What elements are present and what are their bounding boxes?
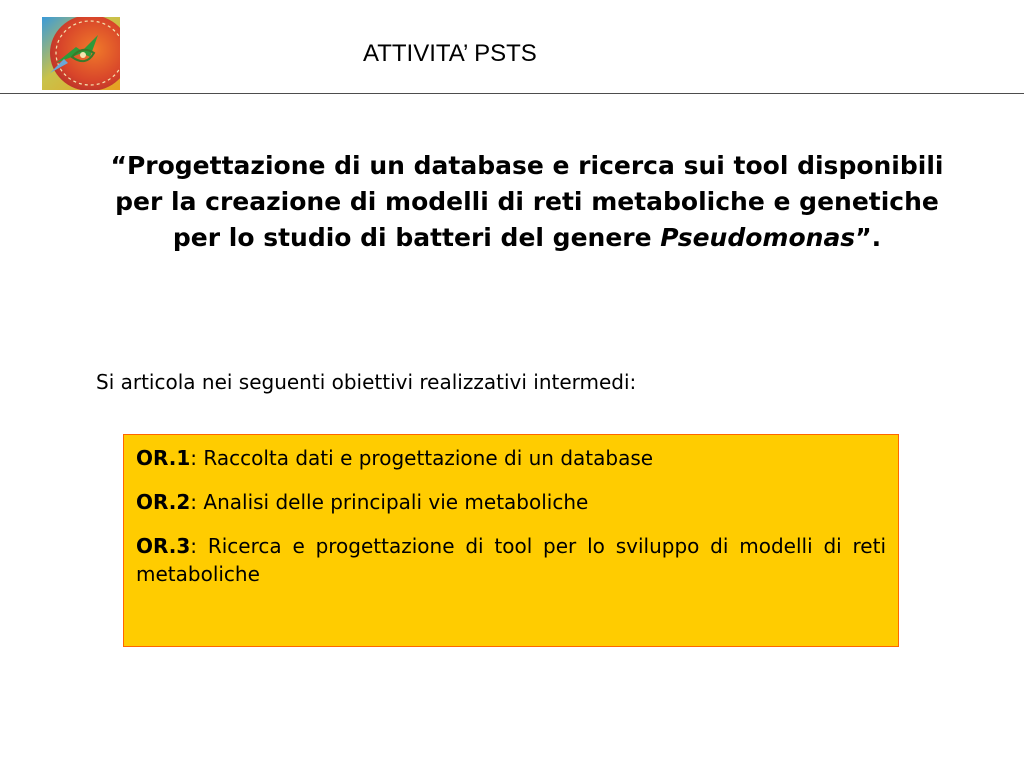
objective-code: OR.1 (136, 446, 191, 470)
objective-separator: : (190, 490, 198, 514)
project-title (110, 148, 944, 256)
title-text: Progettazione di un database e ricerca sui tool disponibili per la creazione di modelli di reti metaboliche e genetiche per lo studio di batteri del genere (115, 151, 944, 252)
header-divider (0, 93, 1024, 94)
objective-item (136, 532, 886, 588)
objective-text: Raccolta dati e progettazione di un database (197, 446, 654, 470)
objective-text: Analisi delle principali vie metaboliche (197, 490, 589, 514)
objective-code: OR.3 (136, 534, 191, 558)
institution-logo-icon (42, 17, 120, 90)
objective-separator: : (190, 534, 198, 558)
objective-item (136, 444, 886, 472)
objective-separator: : (190, 446, 198, 470)
objectives-box (123, 434, 899, 647)
objectives-intro: Si articola nei seguenti obiettivi realizzativi intermedi: (96, 370, 637, 394)
objective-text: Ricerca e progettazione di tool per lo sviluppo di modelli di reti metaboliche (136, 534, 886, 586)
title-close-quote: ”. (855, 223, 882, 252)
title-open-quote: “ (110, 151, 127, 180)
page-title: ATTIVITA’ PSTS (363, 40, 537, 67)
objective-code: OR.2 (136, 490, 191, 514)
title-italic-genus: Pseudomonas (660, 223, 856, 252)
objective-item (136, 488, 886, 516)
